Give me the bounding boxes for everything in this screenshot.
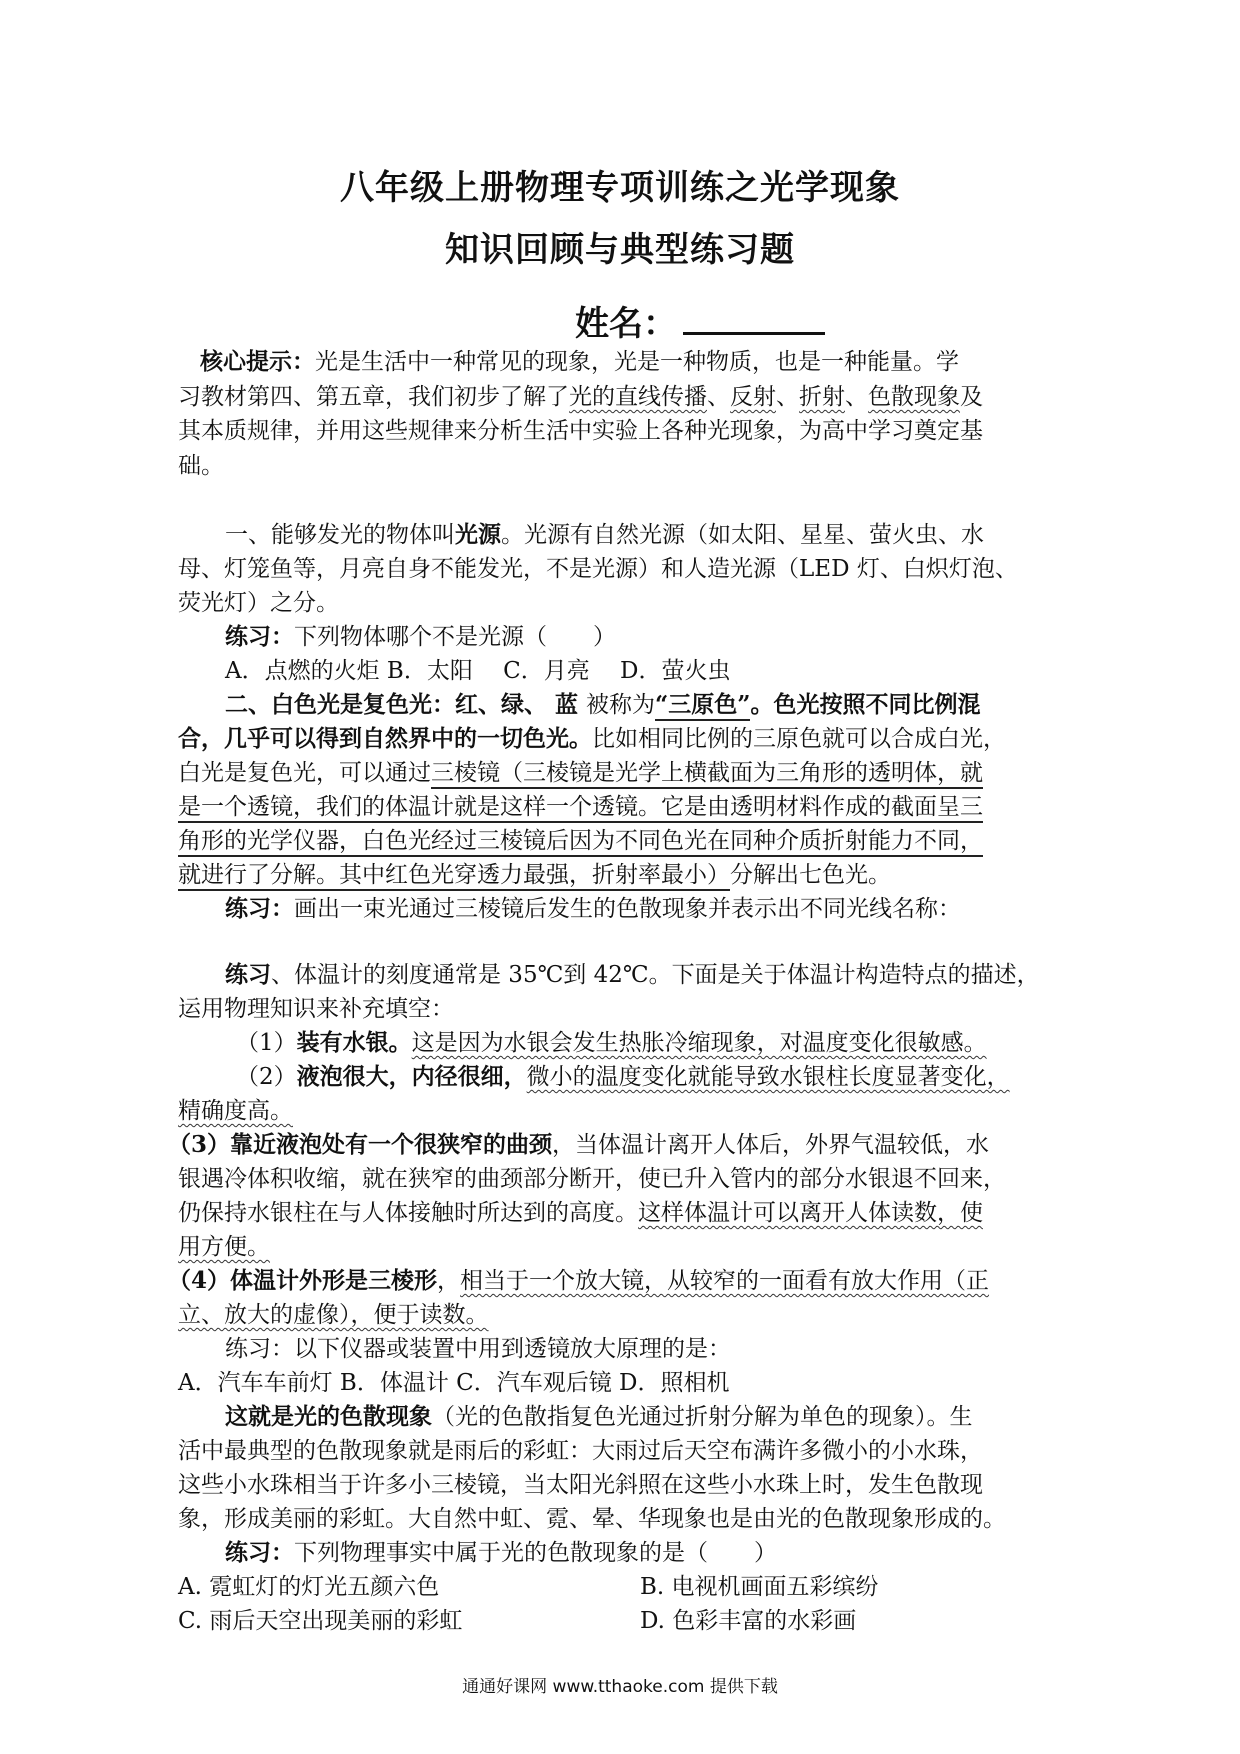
sec1-options: A．点燃的火炬 B．太阳 C．月亮 D．萤火虫 <box>225 658 731 684</box>
exercise-label: 练习： <box>225 895 294 922</box>
intro-text-2a: 习教材第四、第五章，我们初步了解了 <box>178 384 569 410</box>
exercise-question: 下列物体哪个不是光源（ ） <box>294 624 616 650</box>
prism-explanation: 是一个透镜，我们的体温计就是这样一个透镜。它是由透明材料作成的截面呈三 <box>178 794 983 823</box>
point-explanation: 这是因为水银会发生热胀冷缩现象，对温度变化很敏感。 <box>411 1030 987 1056</box>
intro-line-4: 础。 <box>178 453 224 479</box>
sec1-text: 。光源有自然光源（如太阳、星星、萤火虫、水 <box>501 522 984 548</box>
intro-text-2i: 及 <box>960 384 983 410</box>
sec2-line-6 <box>178 858 1068 892</box>
sec2-bold-text: 合，几乎可以得到自然界中的一切色光。 <box>178 725 592 752</box>
sep: 、 <box>776 384 799 410</box>
exercise-question: 下列物理事实中属于光的色散现象的是（ ） <box>294 1540 777 1566</box>
sec2-exercise <box>225 892 1115 926</box>
sep: 、 <box>707 384 730 410</box>
exercise-label: 练习： <box>225 623 294 650</box>
point-heading: 液泡很大，内径很细， <box>296 1063 527 1090</box>
intro-line-2 <box>178 380 1068 414</box>
intro-line-3: 其本质规律，并用这些规律来分析生活中实验上各种光现象，为高中学习奠定基 <box>178 418 983 444</box>
sec4-line-2: 活中最典型的色散现象就是雨后的彩虹：大雨过后天空布满许多微小的小水珠， <box>178 1438 983 1464</box>
sec4-line-1 <box>225 1400 1115 1434</box>
point-number: （4） <box>168 1267 231 1294</box>
sec2-line-5 <box>178 824 1068 858</box>
sec2-heading: 二、白色光是复色光：红、绿、 蓝 <box>225 691 587 718</box>
point-number: （2） <box>236 1064 297 1090</box>
sec3-point-2-cont <box>178 1094 1068 1128</box>
term-rectilinear: 光的直线传播 <box>569 384 707 410</box>
footer-credit: 通通好课网 www.tthaoke.com 提供下载 <box>462 1677 778 1697</box>
sec3-point-1 <box>236 1026 1126 1060</box>
sec3-line-2: 运用物理知识来补充填空： <box>178 996 454 1022</box>
sec1-line-2: 母、灯笼鱼等，月亮自身不能发光，不是光源）和人造光源（LED 灯、白炽灯泡、 <box>178 556 1018 582</box>
subtitle: 知识回顾与典型练习题 <box>445 230 795 270</box>
sec1-exercise <box>225 620 1115 654</box>
point-explanation: 这样体温计可以离开人体读数，使 <box>638 1200 983 1226</box>
name-blank <box>683 302 825 335</box>
sec3-line-1 <box>225 958 1115 992</box>
point-explanation: 立、放大的虚像），便于读数。 <box>178 1302 489 1328</box>
sec3-point-3-l3 <box>178 1196 1068 1230</box>
intro-label: 核心提示： <box>200 348 315 375</box>
sec3-text: 、体温计的刻度通常是 35℃到 42℃。下面是关于体温计构造特点的描述， <box>271 962 1040 988</box>
sec4-option-b: B. 电视机画面五彩缤纷 <box>640 1574 879 1600</box>
term-dispersion: 色散现象 <box>868 384 960 410</box>
sec2-line-3 <box>178 756 1068 790</box>
sec3-point-3-l2: 银遇冷体积收缩，就在狭窄的曲颈部分断开，使已升入管内的部分水银退不回来， <box>178 1166 1006 1192</box>
point-heading: 体温计外形是三棱形 <box>230 1267 438 1294</box>
sec4-exercise <box>225 1536 1115 1570</box>
point-explanation: 微小的温度变化就能导致水银柱长度显著变化， <box>526 1064 1010 1090</box>
prism-explanation: 三棱镜（三棱镜是光学上横截面为三角形的透明体，就 <box>431 760 983 789</box>
prism-explanation: 角形的光学仪器，白色光经过三棱镜后因为不同色光在同种介质折射能力不同， <box>178 828 983 857</box>
name-label: 姓名： <box>575 304 677 344</box>
sec3-point-2 <box>236 1060 1126 1094</box>
exercise-question: 画出一束光通过三棱镜后发生的色散现象并表示出不同光线名称： <box>294 896 961 922</box>
point-explanation: 相当于一个放大镜，从较窄的一面看有放大作用（正 <box>460 1268 990 1294</box>
point-explanation: 用方便。 <box>178 1234 270 1260</box>
sep: ， <box>437 1268 461 1294</box>
sec2-line-1 <box>225 688 1115 722</box>
exercise-label: 练习： <box>225 1539 294 1566</box>
sec3-point-3-l4 <box>178 1230 1068 1264</box>
sec2-text: 白光是复色光，可以通过 <box>178 760 431 786</box>
term-reflection: 反射 <box>730 384 776 410</box>
sec2-text: 分解出七色光。 <box>730 862 891 888</box>
sec3-exercise: 练习：以下仪器或装置中用到透镜放大原理的是： <box>225 1336 731 1362</box>
sec1-text: 一、能够发光的物体叫 <box>225 522 455 548</box>
sec3-point-4-cont <box>178 1298 1068 1332</box>
sep: 、 <box>845 384 868 410</box>
sec3-point-3 <box>168 1128 1058 1162</box>
name-field <box>575 296 825 345</box>
term-refraction: 折射 <box>799 384 845 410</box>
intro-text-1: 光是生活中一种常见的现象，光是一种物质，也是一种能量。学 <box>315 349 959 375</box>
main-title: 八年级上册物理专项训练之光学现象 <box>340 168 900 208</box>
sec4-text: （光的色散指复色光通过折射分解为单色的现象）。生 <box>432 1404 973 1430</box>
sec4-option-a: A. 霓虹灯的灯光五颜六色 <box>178 1574 440 1600</box>
sec4-heading: 这就是光的色散现象 <box>225 1403 432 1430</box>
term-light-source: 光源 <box>455 521 501 548</box>
sec4-line-3: 这些小水珠相当于许多小三棱镜，当太阳光斜照在这些小水珠上时，发生色散现 <box>178 1472 983 1498</box>
sec4-line-4: 象，形成美丽的彩虹。大自然中虹、霓、晕、华现象也是由光的色散现象形成的。 <box>178 1506 1006 1532</box>
sec3-text: 仍保持水银柱在与人体接触时所达到的高度。 <box>178 1200 638 1226</box>
sec4-option-d: D. 色彩丰富的水彩画 <box>640 1608 857 1634</box>
sec2-line-4 <box>178 790 1068 824</box>
sec2-text: 比如相同比例的三原色就可以合成白光， <box>592 726 1006 752</box>
sec3-point-4 <box>168 1264 1058 1298</box>
sec1-line-1 <box>225 518 1115 552</box>
sec4-option-c: C. 雨后天空出现美丽的彩虹 <box>178 1608 463 1634</box>
term-three-primary: “三原色” <box>655 691 750 721</box>
sec1-line-3: 荧光灯）之分。 <box>178 590 339 616</box>
prism-explanation: 就进行了分解。其中红色光穿透力最强，折射率最小） <box>178 862 730 891</box>
intro-line-1 <box>200 345 1090 379</box>
sec3-options: A．汽车车前灯 B．体温计 C．汽车观后镜 D．照相机 <box>178 1370 730 1396</box>
sec2-text: 被称为 <box>586 692 656 718</box>
point-explanation: 精确度高。 <box>178 1098 293 1124</box>
sec3-text: ，当体温计离开人体后，外界气温较低，水 <box>552 1132 990 1158</box>
sec2-line-2 <box>178 722 1068 756</box>
point-number: （3） <box>168 1131 231 1158</box>
exercise-label: 练习 <box>225 961 271 988</box>
sec2-bold-text: 。色光按照不同比例混 <box>750 691 981 718</box>
point-heading: 装有水银。 <box>296 1029 412 1056</box>
point-heading: 靠近液泡处有一个很狭窄的曲颈 <box>230 1131 553 1158</box>
point-number: （1） <box>236 1030 297 1056</box>
